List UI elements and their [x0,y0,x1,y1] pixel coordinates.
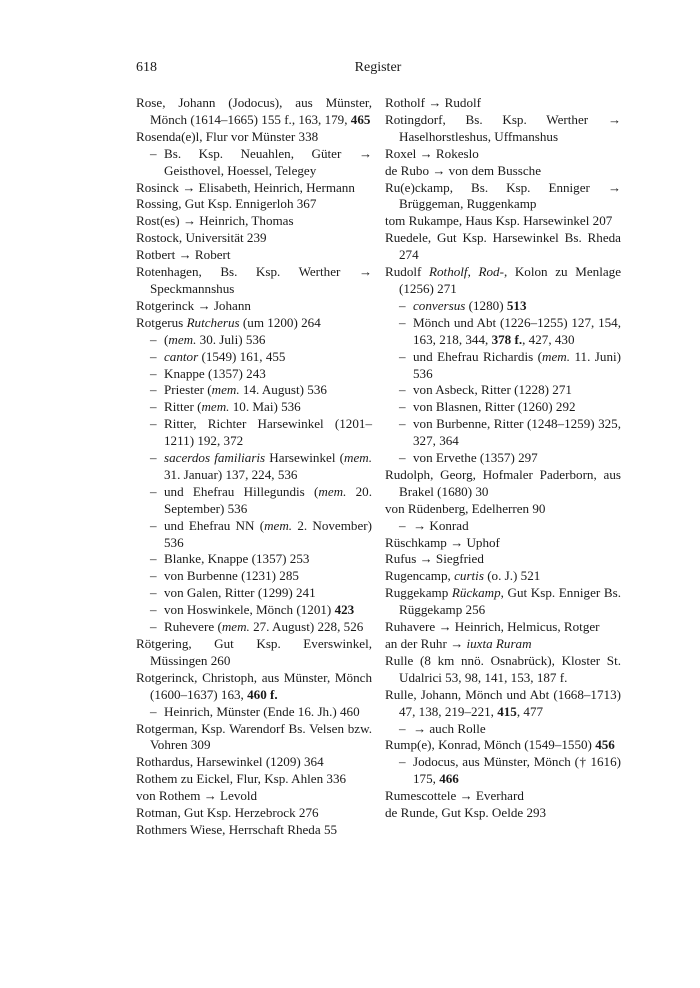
index-entry [385,568,621,585]
index-subentry [385,754,621,788]
entry-text: Rugencamp, [385,568,455,584]
index-subentry [136,518,372,552]
entry-text: Rumescottele → Everhard [385,788,524,804]
entry-text: (o. J.) 521 [483,568,541,584]
index-entry [136,636,372,670]
italic-text: Rotholf [429,264,468,280]
entry-text: Rulle (8 km nnö. Osnabrück), Kloster St. Udalrici 53, 98, 141, 153, 187 f. [385,652,621,685]
index-subentry [136,416,372,450]
italic-text: conversus [413,297,466,313]
subentry-dash: – [150,703,157,719]
index-subentry [136,146,372,180]
subentry-dash: – [150,602,157,618]
entry-text: von Burbenne, Ritter (1248–1259) 325, 327, 364 [413,416,621,449]
subentry-dash: – [399,517,406,533]
italic-text: cantor [164,348,199,364]
entry-text: Ru(e)ckamp, Bs. Ksp. Enniger → Brüggeman, Ruggenkamp [385,179,621,212]
index-column-left [136,95,372,839]
entry-text: → auch Rolle [413,720,486,736]
index-entry [385,653,621,687]
index-subentry [136,568,372,585]
subentry-dash: – [399,754,406,770]
entry-text: Rosinck → Elisabeth, Heinrich, Hermann [136,179,355,195]
entry-text: Rötgering, Gut Ksp. Everswinkel, Müssingen 260 [136,636,372,668]
subentry-dash: – [150,348,157,364]
entry-text: von Hoswinkele, Mönch (1201) [164,602,335,618]
subentry-dash: – [150,450,157,466]
index-entry [136,230,372,247]
bold-page-ref: 423 [334,602,355,618]
entry-text: Rossing, Gut Ksp. Ennigerloh 367 [136,196,317,212]
bold-page-ref: 378 f. [491,331,523,347]
entry-text: von Ervethe (1357) 297 [413,450,538,466]
index-subentry [136,450,372,484]
entry-text: 14. August) 536 [239,382,327,398]
index-subentry [385,416,621,450]
index-subentry [136,366,372,383]
entry-text: 30. Juli) 536 [196,331,266,347]
subentry-dash: – [150,145,157,161]
entry-text: tom Rukampe, Haus Ksp. Harsewinkel 207 [385,213,613,229]
index-entry [136,721,372,755]
index-subentry [385,450,621,467]
subentry-dash: – [150,619,157,635]
entry-text: , [467,264,479,280]
entry-text: Rotman, Gut Ksp. Herzebrock 276 [136,805,319,821]
bold-page-ref: 513 [506,297,527,313]
italic-text: Rutcherus [186,314,240,330]
subentry-dash: – [399,348,406,364]
index-entry [385,163,621,180]
entry-text: , 477 [516,703,544,719]
index-entry [385,585,621,619]
subentry-dash: – [150,585,157,601]
entry-text: Ritter, Richter Harsewinkel (1201–1211) 192, 372 [164,416,372,449]
index-entry [136,180,372,197]
index-entry [385,805,621,822]
index-entry [385,467,621,501]
entry-text: Ruhavere → Heinrich, Helmicus, Rotger [385,619,600,635]
index-entry [136,264,372,298]
entry-text: Rufus → Siegfried [385,551,484,567]
index-subentry [385,315,621,349]
index-subentry [136,349,372,366]
entry-text: von Asbeck, Ritter (1228) 271 [413,382,572,398]
index-entry [385,112,621,146]
subentry-dash: – [399,399,406,415]
subentry-dash: – [150,551,157,567]
bold-page-ref: 456 [595,737,615,753]
index-entry [385,619,621,636]
index-entry [385,95,621,112]
index-subentry [136,332,372,349]
italic-text: mem. [221,619,250,635]
entry-text: Ritter ( [164,399,202,415]
entry-text: de Rubo → von dem Bussche [385,162,542,178]
subentry-dash: – [399,382,406,398]
entry-text: 10. Mai) 536 [229,399,301,415]
italic-text: Rückamp [451,585,501,601]
entry-text: Rotenhagen, Bs. Ksp. Werther → Speckmannshus [136,264,372,296]
entry-text: Jodocus, aus Münster, Mönch († 1616) 175, [413,754,621,787]
entry-text: , 427, 430 [522,331,575,347]
entry-text: und Ehefrau NN ( [164,517,265,533]
entry-text: von Blasnen, Ritter (1260) 292 [413,399,576,415]
index-entry [385,535,621,552]
entry-text: Ruedele, Gut Ksp. Harsewinkel Bs. Rheda 274 [385,230,621,263]
index-subentry [136,619,372,636]
entry-text: Bs. Ksp. Neuahlen, Güter → Geisthovel, Hoessel, Telegey [164,145,372,178]
entry-text: Rosenda(e)l, Flur vor Münster 338 [136,128,319,144]
subentry-dash: – [399,450,406,466]
entry-text: Knappe (1357) 243 [164,365,266,381]
italic-text: mem. [542,348,570,364]
entry-text: Heinrich, Münster (Ende 16. Jh.) 460 [164,703,360,719]
index-subentry [385,721,621,738]
index-entry [136,196,372,213]
subentry-dash: – [150,517,157,533]
index-column-right [385,95,621,822]
index-entry [385,737,621,754]
running-title: Register [354,60,402,75]
bold-page-ref: 465 [350,111,371,127]
entry-text: Rotgerinck, Christoph, aus Münster, Mönch (1600–1637) 163, [136,669,372,702]
entry-text: Harsewinkel ( [265,450,344,466]
index-entry [385,180,621,214]
entry-text: Rotgerinck → Johann [136,297,251,313]
entry-text: (1280) [465,297,507,313]
index-entry [136,315,372,332]
index-entry [385,636,621,653]
index-subentry [136,382,372,399]
page-header [136,60,620,80]
entry-text: Rudolph, Georg, Hofmaler Paderborn, aus Brakel (1680) 30 [385,466,621,499]
italic-text: mem. [201,399,230,415]
entry-text: Rulle, Johann, Mönch und Abt (1668–1713) 47, 138, 219–221, [385,686,621,719]
italic-text: mem. [168,331,197,347]
entry-text: 27. August) 228, 526 [249,619,364,635]
entry-text: , Kolon zu Menlage (1256) 271 [399,264,622,296]
bold-page-ref: 466 [439,771,459,787]
index-subentry [136,399,372,416]
subentry-dash: – [150,382,157,398]
entry-text: Rostock, Universität 239 [136,230,267,246]
entry-text: und Ehefrau Richardis ( [413,348,542,364]
index-entry [385,551,621,568]
entry-text: von Galen, Ritter (1299) 241 [164,585,316,601]
entry-text: Rotgerus [136,314,187,330]
index-entry [385,213,621,230]
subentry-dash: – [150,365,157,381]
entry-text: Rotbert → Robert [136,247,231,263]
entry-text: (um 1200) 264 [239,314,321,330]
index-subentry [385,518,621,535]
entry-text: ( [164,331,169,347]
entry-text: , Gut Ksp. Enniger Bs. Rüggekamp 256 [399,585,621,618]
index-entry [136,129,372,146]
index-entry [136,788,372,805]
entry-text: Rose, Johann (Jodocus), aus Münster, Mönch (1614–1665) 155 f., 163, 179, [136,95,372,127]
bold-page-ref: 460 f. [247,686,278,702]
index-entry [385,501,621,518]
index-subentry [385,399,621,416]
index-entry [136,670,372,704]
entry-text: Rump(e), Konrad, Mönch (1549–1550) [385,737,596,753]
entry-text: 20. September) 536 [164,483,372,516]
index-subentry [385,382,621,399]
index-subentry [136,704,372,721]
entry-text: de Runde, Gut Ksp. Oelde 293 [385,805,547,821]
italic-text: mem. [211,382,240,398]
index-entry [385,146,621,163]
subentry-dash: – [150,568,157,584]
bold-page-ref: 415 [497,703,517,719]
entry-text: → Konrad [413,517,469,533]
entry-text: Ruggekamp [385,585,452,601]
index-subentry [136,551,372,568]
entry-text: von Rüdenberg, Edelherren 90 [385,500,546,516]
italic-text: iuxta Ruram [466,636,532,651]
subentry-dash: – [150,416,157,432]
index-entry [136,771,372,788]
entry-text: Rotingdorf, Bs. Ksp. Werther → Haselhorstleshus, Uffmanshus [385,111,621,144]
entry-text: Blanke, Knappe (1357) 253 [164,551,310,567]
entry-text: Rudolf [385,264,430,280]
entry-text: Roxel → Rokeslo [385,145,479,161]
entry-text: Priester ( [164,382,212,398]
index-entry [385,230,621,264]
entry-text: 11. Juni) 536 [413,348,621,381]
entry-text: Rotholf → Rudolf [385,95,482,110]
subentry-dash: – [399,297,406,313]
entry-text: Rothem zu Eickel, Flur, Ksp. Ahlen 336 [136,771,347,787]
entry-text: Ruhevere ( [164,619,222,635]
entry-text: von Burbenne (1231) 285 [164,568,299,584]
page-number: 618 [136,60,157,75]
italic-text: Rod- [478,264,504,280]
entry-text: Mönch und Abt (1226–1255) 127, 154, 163, 218, 344, [413,314,621,347]
entry-text: 2. November) 536 [164,517,373,550]
index-entry [136,805,372,822]
index-subentry [385,298,621,315]
subentry-dash: – [399,314,406,330]
entry-text: Rotgerman, Ksp. Warendorf Bs. Velsen bzw. Vohren 309 [136,720,372,753]
index-entry [385,687,621,721]
italic-text: sacerdos familiaris [164,450,266,466]
subentry-dash: – [150,483,157,499]
entry-text: von Rothem → Levold [136,788,258,804]
index-entry [136,95,372,129]
entry-text: und Ehefrau Hillegundis ( [164,483,319,499]
index-subentry [136,585,372,602]
index-entry [136,754,372,771]
subentry-dash: – [150,399,157,415]
index-entry [385,264,621,298]
entry-text: Rothardus, Harsewinkel (1209) 364 [136,754,324,770]
subentry-dash: – [399,720,406,736]
entry-text: Rothmers Wiese, Herrschaft Rheda 55 [136,821,338,837]
index-subentry [136,602,372,619]
subentry-dash: – [399,416,406,432]
italic-text: mem. [344,450,372,466]
index-subentry [136,484,372,518]
index-entry [136,298,372,315]
entry-text: Rost(es) → Heinrich, Thomas [136,213,294,229]
entry-text: 31. Januar) 137, 224, 536 [164,466,298,482]
entry-text: Rüschkamp → Uphof [385,534,500,550]
index-entry [385,788,621,805]
index-subentry [385,349,621,383]
entry-text: (1549) 161, 455 [198,348,286,364]
index-entry [136,213,372,230]
italic-text: mem. [264,517,293,533]
subentry-dash: – [150,331,157,347]
entry-text: an der Ruhr → [385,636,467,651]
index-entry [136,822,372,839]
italic-text: mem. [318,483,347,499]
index-entry [136,247,372,264]
italic-text: curtis [454,568,484,584]
